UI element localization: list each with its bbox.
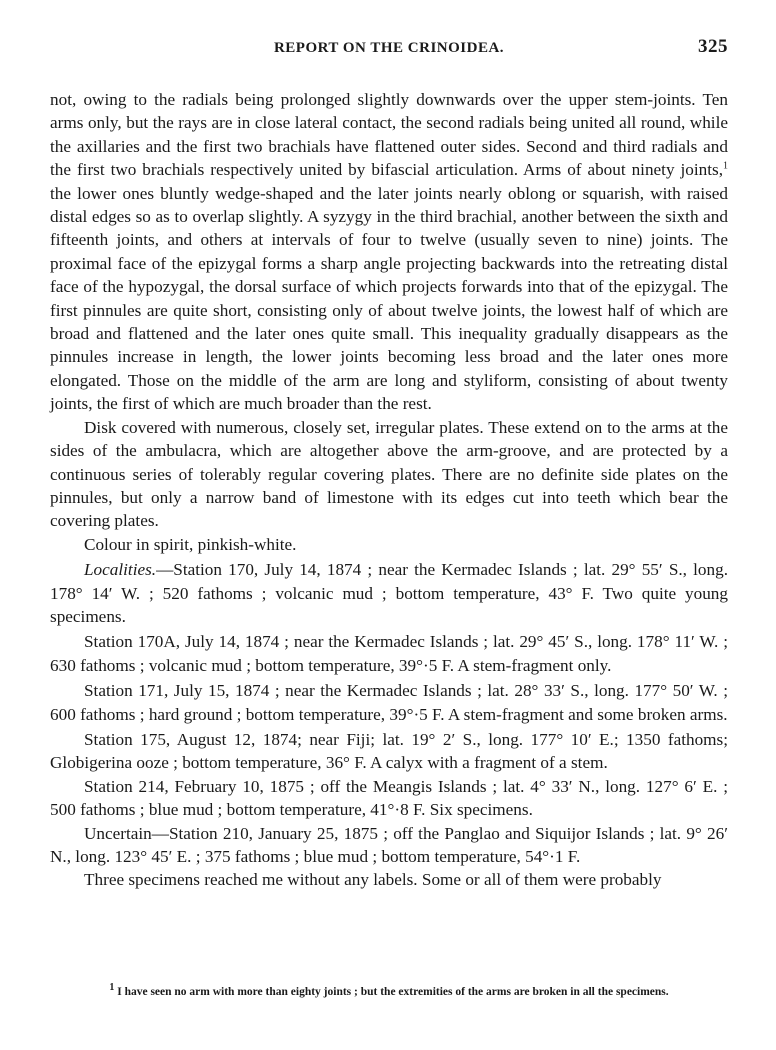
paragraph-uncertain: Uncertain—Station 210, January 25, 1875 ; off the Panglao and Siquijor Islands ; lat. 9° 26′ N., long. 123° 45′ E. ; 375 fathoms ; blue mud ; bottom temperature, 54°·1 F. — [50, 823, 728, 866]
paragraph-description-text: not, owing to the radials being prolonged slightly downwards over the upper stem-joints. Ten arms only, but the rays are in close lateral contact, the second radials being united all round, while the axillaries and the first two brachials have flattened outer sides. Second and third radials and the first two brachials respectively united by bifascial articulation. Arms of about ninety joints, — [50, 90, 728, 180]
running-head — [50, 36, 728, 64]
paragraph-station-175: Station 175, August 12, 1874; near Fiji; lat. 19° 2′ S., long. 177° 10′ E.; 1350 fathoms; Globigerina ooze ; bottom temperature, 36° F. A calyx with a fragment of a stem. — [50, 729, 728, 773]
paragraph-station-171: Station 171, July 15, 1874 ; near the Kermadec Islands ; lat. 28° 33′ S., long. 177° 50′ W. ; 600 fathoms ; hard ground ; bottom temperature, 39°·5 F. A stem-fragment and some broken arms. — [50, 681, 728, 724]
paragraph-station-214: Station 214, February 10, 1875 ; off the Meangis Islands ; lat. 4° 33′ N., long. 127° 6′ E. ; 500 fathoms ; blue mud ; bottom temperature, 41°·8 F. Six specimens. — [50, 776, 728, 820]
body-text — [50, 88, 728, 892]
paragraph-colour: Colour in spirit, pinkish-white. — [84, 534, 297, 554]
running-title: REPORT ON THE CRINOIDEA. — [273, 40, 505, 56]
paragraph-description-text-cont: the lower ones bluntly wedge-shaped and the later joints nearly oblong or squarish, with raised distal edges so as to overlap slightly. A syzygy in the third brachial, another between the sixth and fifteenth joints, and others at intervals of four to twelve (usually seven to nine) joints. The proximal face of the epizygal forms a sharp angle projecting backwards into the retreating distal face of the hypozygal, the dorsal surface of which projects forwards into that of the epizygal. The first pinnules are quite short, consisting only of about twelve joints, the lowest half of which are broad and flattened and the later ones quite small. This inequality gradually disappears as the pinnules increase in length, the lower joints becoming less broad and the later ones more elongated. Those on the middle of the arm are long and styliform, consisting of about twenty joints, the first of which are much broader than the rest. — [50, 183, 728, 414]
paragraph-unlabelled: Three specimens reached me without any labels. Some or all of them were probably — [84, 870, 662, 890]
page-number: 325 — [698, 36, 728, 57]
footnote-mark: 1 — [109, 982, 115, 994]
localities-label: Localities. — [84, 560, 157, 580]
paragraph-description — [50, 88, 728, 416]
paragraph-disk: Disk covered with numerous, closely set, irregular plates. These extend on to the arms at the sides of the ambulacra, which are altogether above the arm-groove, and are protected by a continuous series of tolerably regular covering plates. There are no definite side plates on the pinnules, but only a narrow band of limestone with its edges cut into teeth which bear the covering plates. — [50, 417, 728, 531]
footnote-text: I have seen no arm with more than eighty joints ; but the extremities of the arms are broken in all the specimens. — [114, 986, 669, 998]
footnote — [50, 982, 728, 998]
page — [50, 36, 728, 892]
paragraph-station-170a: Station 170A, July 14, 1874 ; near the Kermadec Islands ; lat. 29° 45′ S., long. 178° 11′ W. ; 630 fathoms ; volcanic mud ; bottom temperature, 39°·5 F. A stem-fragment only. — [50, 632, 728, 675]
localities-text: —Station 170, July 14, 1874 ; near the Kermadec Islands ; lat. 29° 55′ S., long. 178° 14′ W. ; 520 fathoms ; volcanic mud ; bottom temperature, 43° F. Two quite young specimens. — [50, 560, 728, 626]
footnote-reference: 1 — [723, 160, 728, 172]
paragraph-localities — [50, 558, 728, 628]
